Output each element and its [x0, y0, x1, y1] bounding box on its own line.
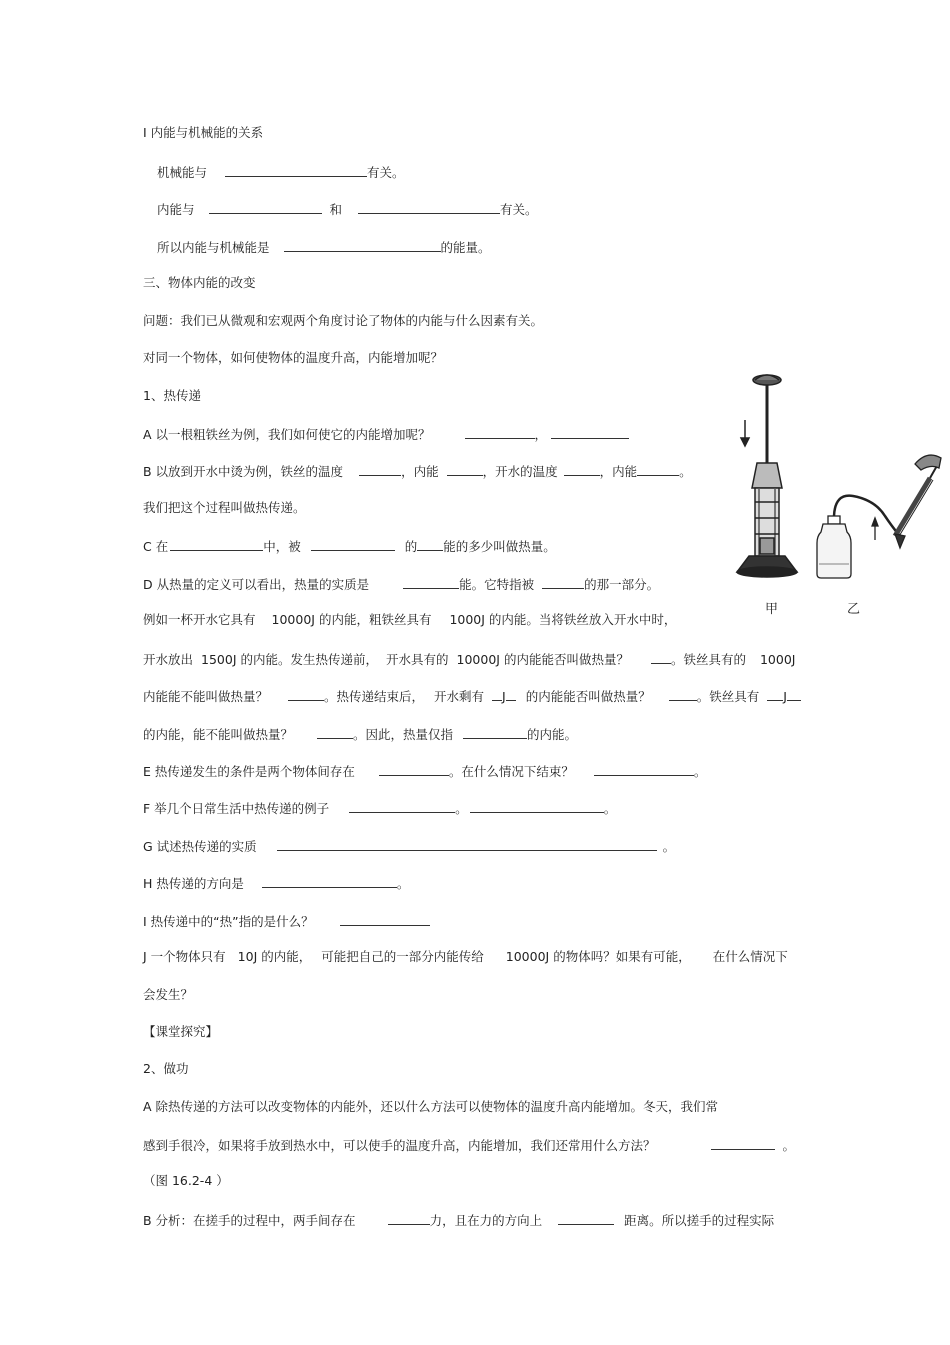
line-5: 三、物体内能的改变 [143, 275, 256, 290]
line-7: 对同一个物体，如何使物体的温度升高，内能增加呢？ [143, 350, 444, 365]
line-9: A 以一根粗铁丝为例，我们如何使它的内能增加呢？ ， [143, 425, 629, 443]
blank[interactable] [465, 425, 535, 439]
section-heading-classroom: 【课堂探究】 [143, 1024, 219, 1039]
blank[interactable] [470, 799, 604, 813]
cylinder-apparatus [737, 375, 797, 577]
blank[interactable] [787, 687, 801, 701]
blank[interactable] [225, 163, 367, 177]
blank[interactable] [637, 462, 679, 476]
line-22: I 热传递中的“热”指的是什么？ [143, 912, 430, 930]
blank[interactable] [277, 837, 657, 851]
line-12: C 在 中，被 的 能的多少叫做热量。 [143, 539, 556, 554]
blank[interactable] [417, 537, 443, 551]
blank[interactable] [506, 687, 516, 701]
line-17: 的内能，能不能叫做热量？ 。因此，热量仅指 的内能。 [143, 727, 578, 742]
blank[interactable] [288, 687, 324, 701]
line-21: H 热传递的方向是 。 [143, 876, 410, 891]
blank[interactable] [767, 687, 783, 701]
line-24: 会发生？ [143, 987, 194, 1002]
blank[interactable] [564, 462, 600, 476]
blank[interactable] [358, 200, 500, 214]
line-19: F 举几个日常生活中热传递的例子 。 。 [143, 801, 617, 816]
line-2: 机械能与 有关。 [157, 165, 405, 180]
blank[interactable] [651, 650, 671, 664]
line-14: 例如一杯开水它具有 10000J 的内能，粗铁丝具有 1000J 的内能。当将铁丝放入开水中时， [143, 612, 677, 627]
blank[interactable] [359, 462, 401, 476]
line-28: 感到手很冷，如果将手放到热水中，可以使手的温度升高，内能增加，我们还常用什么方法？ 。 [143, 1138, 796, 1153]
blank[interactable] [262, 874, 397, 888]
blank[interactable] [379, 762, 449, 776]
blank[interactable] [669, 687, 697, 701]
line-23: J 一个物体只有 10J 的内能， 可能把自己的一部分内能传给 10000J 的物体吗？如果有可能， 在什么情况下 [143, 949, 788, 964]
blank[interactable] [711, 1136, 775, 1150]
figure-illustration [735, 368, 945, 618]
blank[interactable] [209, 200, 322, 214]
blank[interactable] [447, 462, 483, 476]
line-11: 我们把这个过程叫做热传递。 [143, 500, 306, 515]
blank[interactable] [542, 575, 584, 589]
line-16: 内能能不能叫做热量？ 。热传递结束后， 开水剩有 J 的内能能否叫做热量？ 。铁丝具有 J [143, 687, 801, 705]
blank[interactable] [551, 425, 629, 439]
line-1: I 内能与机械能的关系 [143, 125, 264, 140]
line-10: B 以放到开水中烫为例，铁丝的温度 ，内能 ，开水的温度 ，内能 。 [143, 464, 692, 479]
blank[interactable] [340, 912, 430, 926]
line-6: 问题：我们已从微观和宏观两个角度讨论了物体的内能与什么因素有关。 [143, 313, 544, 328]
line-15: 开水放出 1500J 的内能。发生热传递前， 开水具有的 10000J 的内能能否叫做热量？ 。铁丝具有的 1000J [143, 652, 796, 667]
blank[interactable] [349, 799, 455, 813]
blank[interactable] [284, 238, 441, 252]
apparatus-illustration [735, 368, 945, 618]
blank[interactable] [403, 575, 459, 589]
figure-label-jia: 甲 [765, 602, 779, 617]
line-26: 2、做功 [143, 1061, 189, 1076]
blank[interactable] [317, 725, 353, 739]
line-30: B 分析：在搓手的过程中，两手间存在 力，且在力的方向上 距离。所以搓手的过程实际 [143, 1213, 775, 1228]
blank[interactable] [388, 1211, 430, 1225]
line-20: G 试述热传递的实质 。 [143, 839, 676, 854]
blank[interactable] [463, 725, 527, 739]
line-13: D 从热量的定义可以看出，热量的实质是 能。它特指被 的那一部分。 [143, 577, 660, 592]
blank[interactable] [492, 687, 502, 701]
blank[interactable] [311, 537, 395, 551]
line-29: （图 16.2-4 ） [143, 1173, 229, 1188]
line-18: E 热传递发生的条件是两个物体间存在 。在什么情况下结束？ 。 [143, 764, 707, 779]
line-3: 内能与 和 有关。 [157, 202, 538, 217]
blank[interactable] [558, 1211, 614, 1225]
blank[interactable] [594, 762, 694, 776]
flask-pump-apparatus [817, 455, 941, 578]
figure-label-yi: 乙 [847, 602, 861, 617]
line-8: 1、热传递 [143, 388, 201, 403]
line-4: 所以内能与机械能是 的能量。 [157, 240, 491, 255]
blank[interactable] [170, 537, 263, 551]
line-27: A 除热传递的方法可以改变物体的内能外，还以什么方法可以使物体的温度升高内能增加。冬天，我们常 [143, 1099, 719, 1114]
